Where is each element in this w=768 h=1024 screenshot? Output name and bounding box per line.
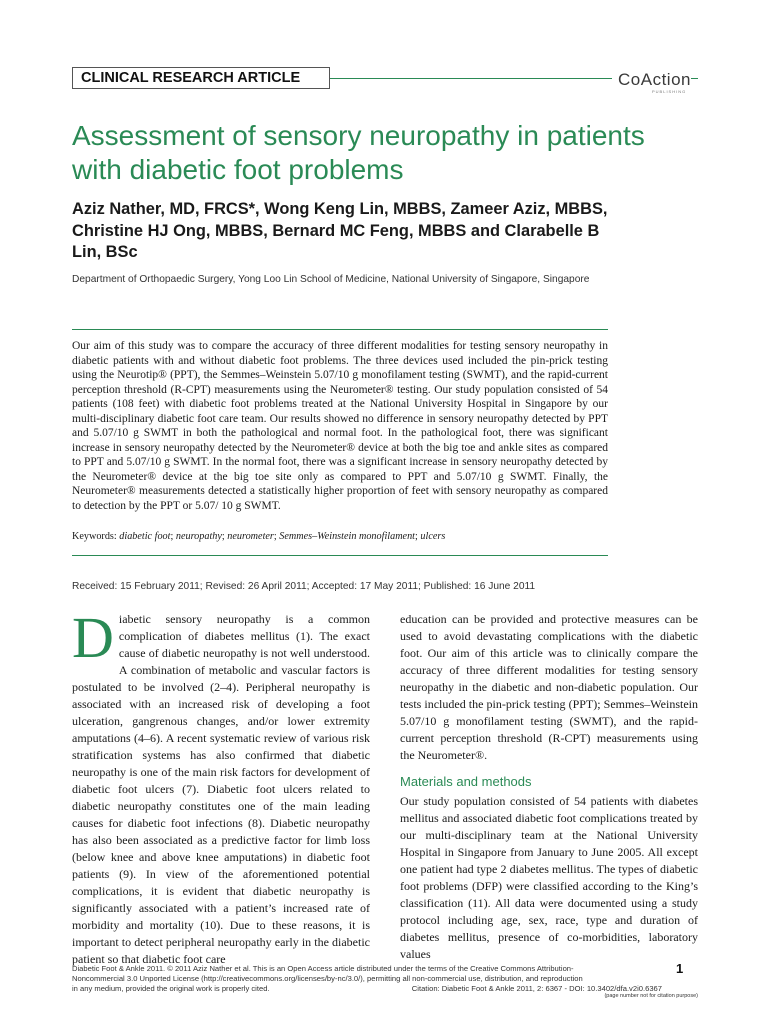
footer-license-line: Noncommercial 3.0 Unported License (http://creativecommons.org/licenses/by-nc/3.0/), permitting all non-commercial use, distribution, and reproduction [72, 974, 583, 983]
publication-dates: Received: 15 February 2011; Revised: 26 April 2011; Accepted: 17 May 2011; Published: 16 June 2011 [72, 581, 536, 592]
keyword-separator: ; [273, 531, 277, 542]
abstract-bottom-rule [72, 555, 608, 556]
intro-paragraph-continued: education can be provided and protective measures can be used to avoid devastating complications with the diabetic foot. Our aim of this article was to clinically compare the accuracy of three different modalities for testing sensory neuropathy in the diabetic and non-diabetic population. Our tests included the pin-prick testing (PPT); Semmes–Weinstein 5.07/10 g monofilament testing (SWMT), and the rapid-current perception threshold (R-CPT) measurements using the Neurometer®. [400, 612, 698, 762]
license-footer [72, 964, 662, 994]
drop-cap: D [72, 605, 114, 670]
section-heading-methods: Materials and methods [400, 774, 532, 789]
article-title: Assessment of sensory neuropathy in patients with diabetic foot problems [72, 120, 645, 185]
footer-citation: Citation: Diabetic Foot & Ankle 2011, 2: 6367 - DOI: 10.3402/dfa.v2i0.6367 [411, 984, 662, 993]
keywords-label: Keywords: [72, 531, 117, 542]
keyword-term: Semmes–Weinstein monofilament [279, 531, 416, 542]
keywords-line [72, 530, 608, 543]
body-column-left [72, 605, 370, 968]
keyword-term: diabetic foot [119, 531, 171, 542]
keyword-separator: ; [170, 531, 174, 542]
intro-paragraph: iabetic sensory neuropathy is a common complication of diabetes mellitus (1). The exact cause of diabetic neuropathy is not well understood. A combination of metabolic and vascular factors is postulated to be involved (2–4). Peripheral neuropathy is associated with an increased risk of developing a foot ulceration, gangrenous changes, and/or lower extremity amputations (4–6). A recent systematic review of various risk stratification systems has also confirmed that diabetic neuropathy is one of the main risk factors for development of diabetic foot ulcers (7). Diabetic foot ulcers related to diabetic neuropathy constitutes one of the main leading causes for diabetic foot infections (8). Diabetic neuropathy has also been associated as a predictive factor for limb loss (below knee and above knee amputations) in diabetic foot patients (9). In view of the aforementioned potential complications, it is evident that diabetic neuropathy is significantly associated with a patient’s increased rate of morbidity and mortality (10). Due to these reasons, it is important to detect peripheral neuropathy early in the diabetic patient so that diabetic foot care [72, 612, 370, 966]
keyword-separator: ; [221, 531, 225, 542]
article-type-label: CLINICAL RESEARCH ARTICLE [72, 67, 330, 89]
footer-license-line: in any medium, provided the original work is properly cited. [72, 984, 270, 993]
methods-paragraph: Our study population consisted of 54 patients with diabetes mellitus and associated diabetic foot complications treated by our multi-disciplinary team at the National University Hospital in Singapore from January to June 2005. All except one patient had type 2 diabetes mellitus. The types of diabetic foot problems (DFP) were classified according to the King’s classification (11). All data were documented using a study protocol including age, sex, race, type and duration of diabetes mellitus, presence of co-morbidities, laboratory values [400, 794, 698, 961]
author-list: Aziz Nather, MD, FRCS*, Wong Keng Lin, MBBS, Zameer Aziz, MBBS, Christine HJ Ong, MBBS, Bernard MC Feng, MBBS and Clarabelle B Lin, BSc [72, 200, 608, 261]
body-column-right [400, 611, 698, 963]
page-number: 1 [676, 961, 684, 976]
abstract-top-rule [72, 329, 608, 330]
keyword-term: neurometer [227, 531, 274, 542]
publisher-logo: CoAction [612, 70, 691, 90]
footer-license-line: Diabetic Foot & Ankle 2011. © 2011 Aziz Nather et al. This is an Open Access article distributed under the terms of the Creative Commons Attribution- [72, 964, 574, 973]
keyword-separator: ; [415, 531, 418, 542]
abstract-text: Our aim of this study was to compare the accuracy of three different modalities for testing sensory neuropathy in diabetic patients with and without diabetic foot problems. The three devices used included the pin-prick testing using the Neurotip® (PPT), the Semmes–Weinstein 5.07/10 g monofilament testing (SWMT), and the rapid-current perception threshold (R-CPT) measurements using the Neurometer® testing. Our study population consisted of 54 patients (108 feet) with diabetic foot problems treated at the National University Hospital in Singapore by our multi-disciplinary diabetic foot care team. Our results showed no difference in sensory neuropathy detected by PPT and 5.07/10 g SWMT in both the pathological and normal foot. In the pathological foot, there was significant increase in sensory neuropathy detected by the Neurometer® device at both the big toe and ankle sites as compared to PPT and 5.07/10 g SWMT. In the normal foot, there was a significant increase in sensory neuropathy detected by the Neurometer® device at the big toe site only as compared to PPT and 5.07/10 g SWMT. Finally, the Neurometer® measurements detected a statistically higher proportion of feet with sensory neuropathy as compared to detection by the PPT or 5.07/ 10 g SWMT. [72, 340, 608, 512]
publisher-logo-subtitle: PUBLISHING [652, 89, 687, 94]
author-affiliation: Department of Orthopaedic Surgery, Yong Loo Lin School of Medicine, National University of Singapore, Singapore [72, 274, 590, 285]
page-number-note: (page number not for citation purpose) [604, 993, 698, 999]
keyword-term: neuropathy [175, 531, 222, 542]
keyword-term: ulcers [420, 531, 446, 542]
